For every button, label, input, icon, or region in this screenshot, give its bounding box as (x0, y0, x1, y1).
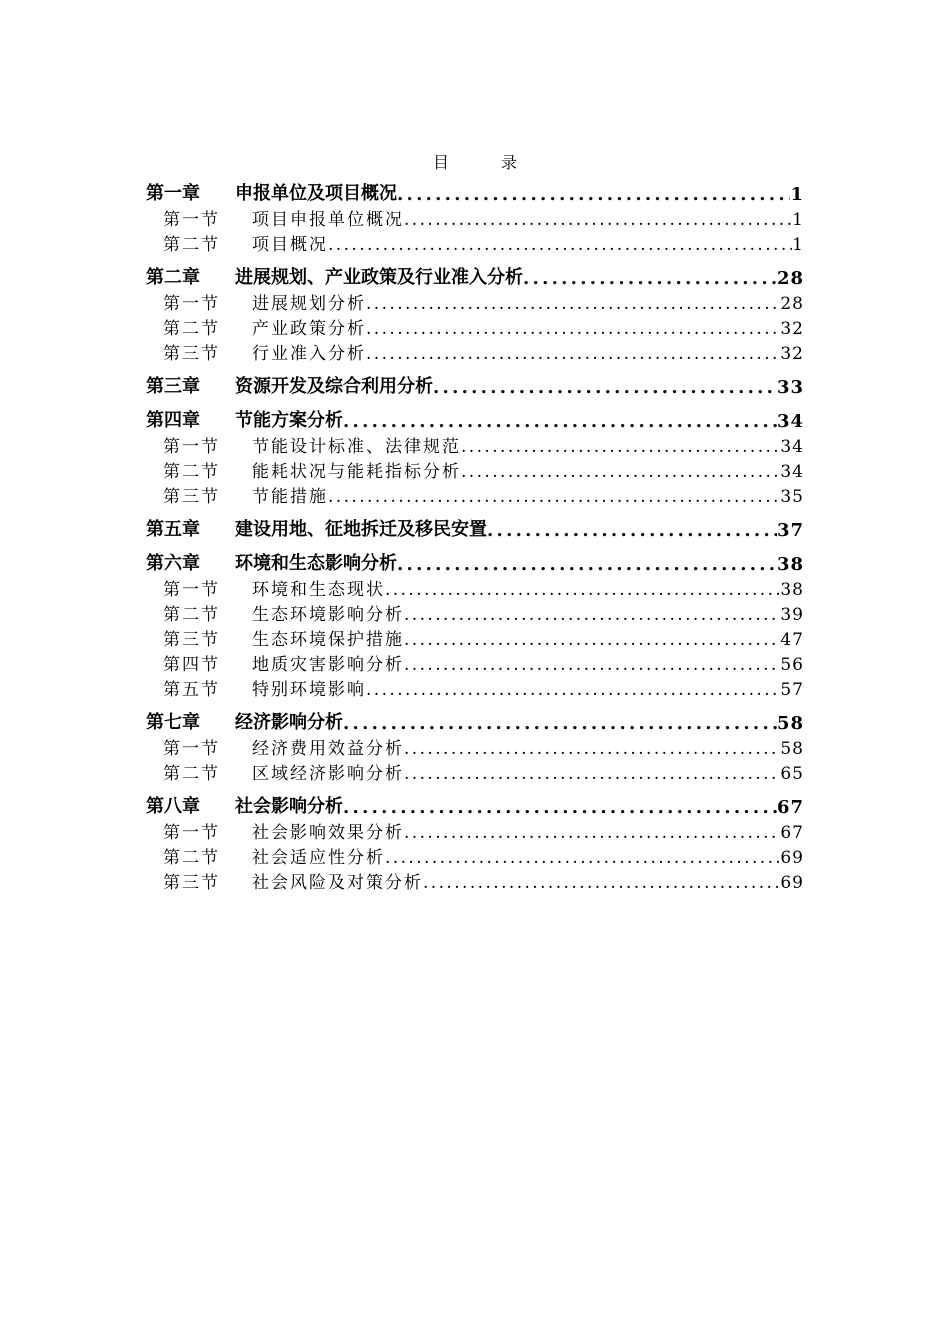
dot-leader (397, 554, 777, 575)
entry-page-number: 69 (780, 873, 804, 893)
dot-leader (343, 797, 777, 818)
dot-leader (423, 873, 780, 893)
entry-title: 项目概况 (252, 235, 328, 255)
toc-chapter-entry[interactable] (146, 550, 804, 575)
entry-number: 第二节 (163, 848, 220, 868)
entry-page-number: 69 (780, 848, 804, 868)
dot-leader (328, 487, 780, 507)
dot-leader (487, 520, 777, 541)
entry-page-number: 1 (792, 235, 804, 255)
dot-leader (523, 268, 777, 289)
toc-section-entry[interactable] (146, 650, 804, 675)
toc-section-entry[interactable] (146, 868, 804, 893)
toc-section-entry[interactable] (146, 575, 804, 600)
toc-section-entry[interactable] (146, 457, 804, 482)
entry-number: 第四章 (146, 410, 200, 431)
entry-title: 产业政策分析 (252, 319, 366, 339)
toc-chapter-entry[interactable] (146, 264, 804, 289)
entry-number: 第六章 (146, 553, 200, 574)
entry-title: 经济影响分析 (235, 712, 343, 733)
entry-page-number: 33 (776, 377, 804, 398)
dot-leader (461, 462, 780, 482)
toc-section-entry[interactable] (146, 759, 804, 784)
entry-page-number: 34 (780, 437, 804, 457)
entry-title: 进展规划、产业政策及行业准入分析 (235, 267, 523, 288)
dot-leader (385, 848, 780, 868)
dot-leader (366, 294, 780, 314)
toc-chapter-entry[interactable] (146, 516, 804, 541)
entry-title: 区域经济影响分析 (252, 764, 404, 784)
entry-number: 第一节 (163, 739, 220, 759)
entry-page-number: 34 (776, 411, 804, 432)
entry-title: 生态环境影响分析 (252, 605, 404, 625)
dot-leader (366, 319, 780, 339)
entry-page-number: 1 (792, 210, 804, 230)
entry-title: 能耗状况与能耗指标分析 (252, 462, 461, 482)
dot-leader (328, 235, 792, 255)
entry-title: 申报单位及项目概况 (235, 183, 397, 204)
entry-number: 第四节 (163, 655, 220, 675)
entry-number: 第二章 (146, 267, 200, 288)
entry-number: 第三节 (163, 630, 220, 650)
entry-page-number: 38 (776, 554, 804, 575)
entry-page-number: 28 (776, 268, 804, 289)
toc-section-entry[interactable] (146, 482, 804, 507)
toc-section-entry[interactable] (146, 314, 804, 339)
entry-page-number: 67 (780, 823, 804, 843)
entry-title: 节能设计标准、法律规范 (252, 437, 461, 457)
toc-section-entry[interactable] (146, 205, 804, 230)
entry-number: 第三章 (146, 376, 200, 397)
dot-leader (404, 764, 780, 784)
entry-title: 经济费用效益分析 (252, 739, 404, 759)
toc-title: 目 录 (432, 153, 535, 172)
entry-number: 第五章 (146, 519, 200, 540)
entry-page-number: 39 (780, 605, 804, 625)
toc-chapter-entry[interactable] (146, 709, 804, 734)
entry-title: 社会影响效果分析 (252, 823, 404, 843)
toc-chapter-entry[interactable] (146, 373, 804, 398)
entry-number: 第一节 (163, 210, 220, 230)
toc-section-entry[interactable] (146, 818, 804, 843)
entry-page-number: 67 (776, 797, 804, 818)
entry-title: 项目申报单位概况 (252, 210, 404, 230)
entry-title: 节能措施 (252, 487, 328, 507)
entry-number: 第三节 (163, 487, 220, 507)
entry-page-number: 34 (780, 462, 804, 482)
entry-title: 节能方案分析 (235, 410, 343, 431)
entry-title: 社会影响分析 (235, 796, 343, 817)
entry-number: 第二节 (163, 235, 220, 255)
entry-title: 资源开发及综合利用分析 (235, 376, 433, 397)
dot-leader (404, 605, 780, 625)
dot-leader (404, 630, 780, 650)
entry-title: 社会风险及对策分析 (252, 873, 423, 893)
toc-section-entry[interactable] (146, 230, 804, 255)
dot-leader (366, 680, 780, 700)
entry-number: 第八章 (146, 796, 200, 817)
entry-number: 第一节 (163, 294, 220, 314)
entry-number: 第五节 (163, 680, 220, 700)
entry-title: 环境和生态影响分析 (235, 553, 397, 574)
entry-title: 社会适应性分析 (252, 848, 385, 868)
toc-chapter-entry[interactable] (146, 793, 804, 818)
dot-leader (404, 823, 780, 843)
dot-leader (404, 210, 792, 230)
toc-chapter-entry[interactable] (146, 180, 804, 205)
entry-page-number: 47 (780, 630, 804, 650)
entry-page-number: 58 (776, 713, 804, 734)
entry-title: 行业准入分析 (252, 344, 366, 364)
toc-section-entry[interactable] (146, 289, 804, 314)
entry-number: 第二节 (163, 764, 220, 784)
toc-section-entry[interactable] (146, 625, 804, 650)
entry-number: 第二节 (163, 605, 220, 625)
toc-section-entry[interactable] (146, 675, 804, 700)
table-of-contents (146, 180, 804, 893)
entry-number: 第一节 (163, 823, 220, 843)
entry-page-number: 28 (780, 294, 804, 314)
toc-section-entry[interactable] (146, 600, 804, 625)
dot-leader (343, 713, 777, 734)
entry-page-number: 56 (780, 655, 804, 675)
entry-page-number: 35 (780, 487, 804, 507)
dot-leader (461, 437, 780, 457)
entry-title: 生态环境保护措施 (252, 630, 404, 650)
entry-number: 第一节 (163, 437, 220, 457)
toc-chapter-entry[interactable] (146, 407, 804, 432)
entry-page-number: 38 (780, 580, 804, 600)
entry-page-number: 37 (776, 520, 804, 541)
dot-leader (343, 411, 777, 432)
entry-number: 第三节 (163, 344, 220, 364)
dot-leader (404, 655, 780, 675)
entry-title: 环境和生态现状 (252, 580, 385, 600)
entry-page-number: 58 (780, 739, 804, 759)
toc-section-entry[interactable] (146, 843, 804, 868)
entry-title: 地质灾害影响分析 (252, 655, 404, 675)
entry-title: 特别环境影响 (252, 680, 366, 700)
entry-number: 第二节 (163, 319, 220, 339)
entry-page-number: 32 (780, 344, 804, 364)
dot-leader (404, 739, 780, 759)
dot-leader (397, 184, 790, 205)
entry-page-number: 32 (780, 319, 804, 339)
entry-page-number: 57 (780, 680, 804, 700)
entry-page-number: 65 (780, 764, 804, 784)
dot-leader (385, 580, 780, 600)
toc-section-entry[interactable] (146, 339, 804, 364)
entry-title: 进展规划分析 (252, 294, 366, 314)
entry-number: 第一节 (163, 580, 220, 600)
entry-number: 第一章 (146, 183, 200, 204)
toc-section-entry[interactable] (146, 734, 804, 759)
entry-page-number: 1 (790, 184, 804, 205)
entry-number: 第七章 (146, 712, 200, 733)
entry-title: 建设用地、征地拆迁及移民安置 (235, 519, 487, 540)
dot-leader (433, 377, 777, 398)
entry-number: 第二节 (163, 462, 220, 482)
toc-section-entry[interactable] (146, 432, 804, 457)
entry-number: 第三节 (163, 873, 220, 893)
dot-leader (366, 344, 780, 364)
